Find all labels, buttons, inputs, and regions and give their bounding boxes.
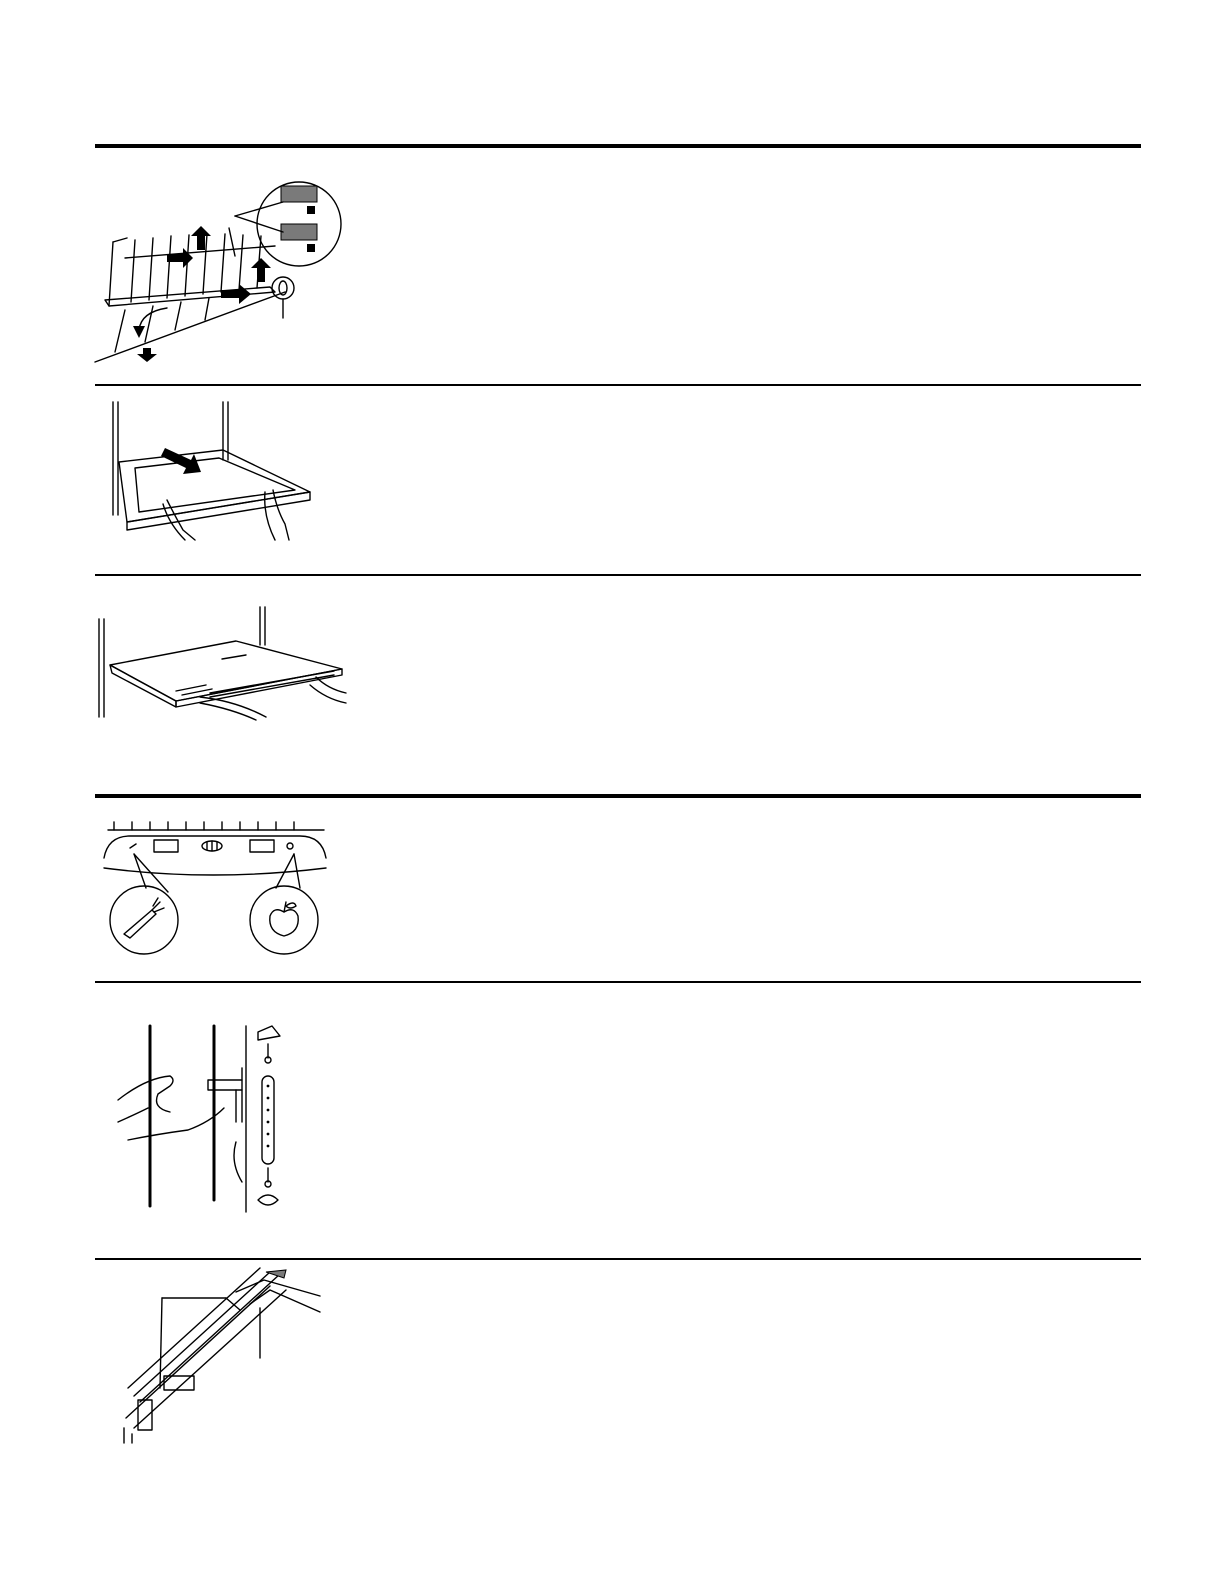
crisper-humidity-control-illustration [100,818,330,953]
spillproof-shelf-illustration [96,605,346,720]
section-divider [95,384,1141,386]
door-temperature-control-illustration [118,1022,298,1212]
section-divider [95,574,1141,576]
section-divider [95,981,1141,983]
drawer-rail-illustration [120,1268,330,1443]
section-divider [95,1258,1141,1260]
section-divider-top [95,144,1141,148]
glass-shelf-slide-illustration [105,400,325,540]
meat-icon [258,1195,278,1205]
apple-icon [270,910,298,936]
wire-shelf-removal-illustration [95,172,345,367]
section-divider-major [95,794,1141,798]
carrot-icon [124,910,156,938]
cheese-icon [258,1026,280,1040]
